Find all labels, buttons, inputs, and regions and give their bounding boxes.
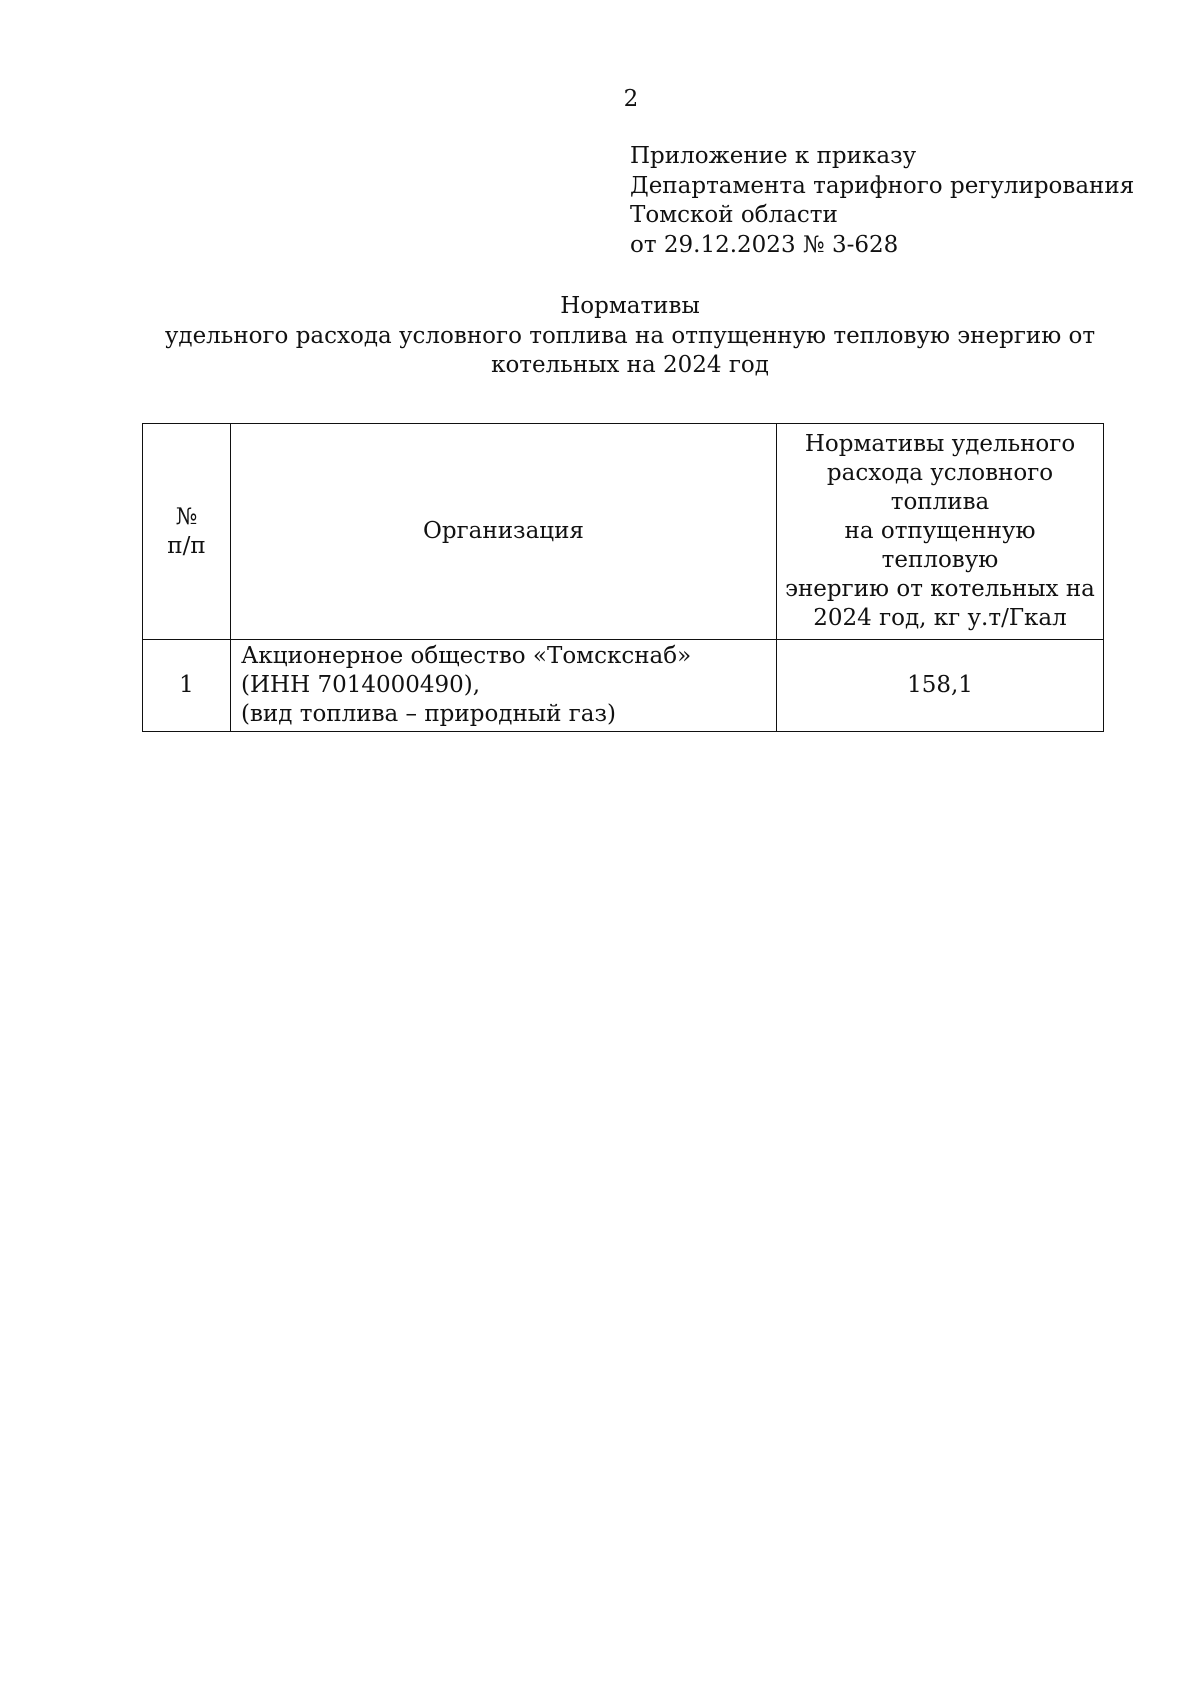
row-organization — [231, 640, 777, 732]
organization-fuel-type: (вид топлива – природный газ) — [241, 701, 617, 727]
header-norm-line: 2024 год, кг у.т/Гкал — [813, 605, 1067, 631]
header-organization: Организация — [231, 424, 777, 640]
header-norm-line: энергию от котельных на — [785, 576, 1095, 602]
organization-inn: (ИНН 7014000490), — [241, 672, 481, 698]
title-line: котельных на 2024 год — [491, 352, 769, 378]
appendix-line: Томской области — [630, 202, 838, 228]
organization-name: Акционерное общество «Томскснаб» — [241, 643, 692, 669]
header-number-label: п/п — [167, 532, 206, 559]
appendix-line: Приложение к приказу — [630, 143, 917, 169]
table-header-row — [143, 424, 1104, 640]
title-line: удельного расхода условного топлива на отпущенную тепловую энергию от — [164, 322, 1096, 349]
title-line: Нормативы — [560, 293, 700, 319]
appendix-order-date: от 29.12.2023 № 3-628 — [630, 231, 899, 258]
row-norm-value: 158,1 — [777, 640, 1104, 732]
row-number: 1 — [143, 640, 231, 732]
header-norm-line: расхода условного топлива — [826, 460, 1054, 515]
header-number-sign: № — [175, 503, 198, 530]
header-norm — [777, 424, 1104, 640]
appendix-line: Департамента тарифного регулирования — [630, 172, 1135, 199]
norms-table — [142, 423, 1104, 732]
appendix-block — [630, 142, 1134, 260]
document-title — [160, 292, 1100, 381]
page-number: 2 — [623, 86, 639, 112]
header-norm-line: Нормативы удельного — [804, 431, 1076, 457]
table-row — [143, 640, 1104, 732]
header-norm-line: на отпущенную тепловую — [844, 518, 1036, 573]
header-number — [143, 424, 231, 640]
